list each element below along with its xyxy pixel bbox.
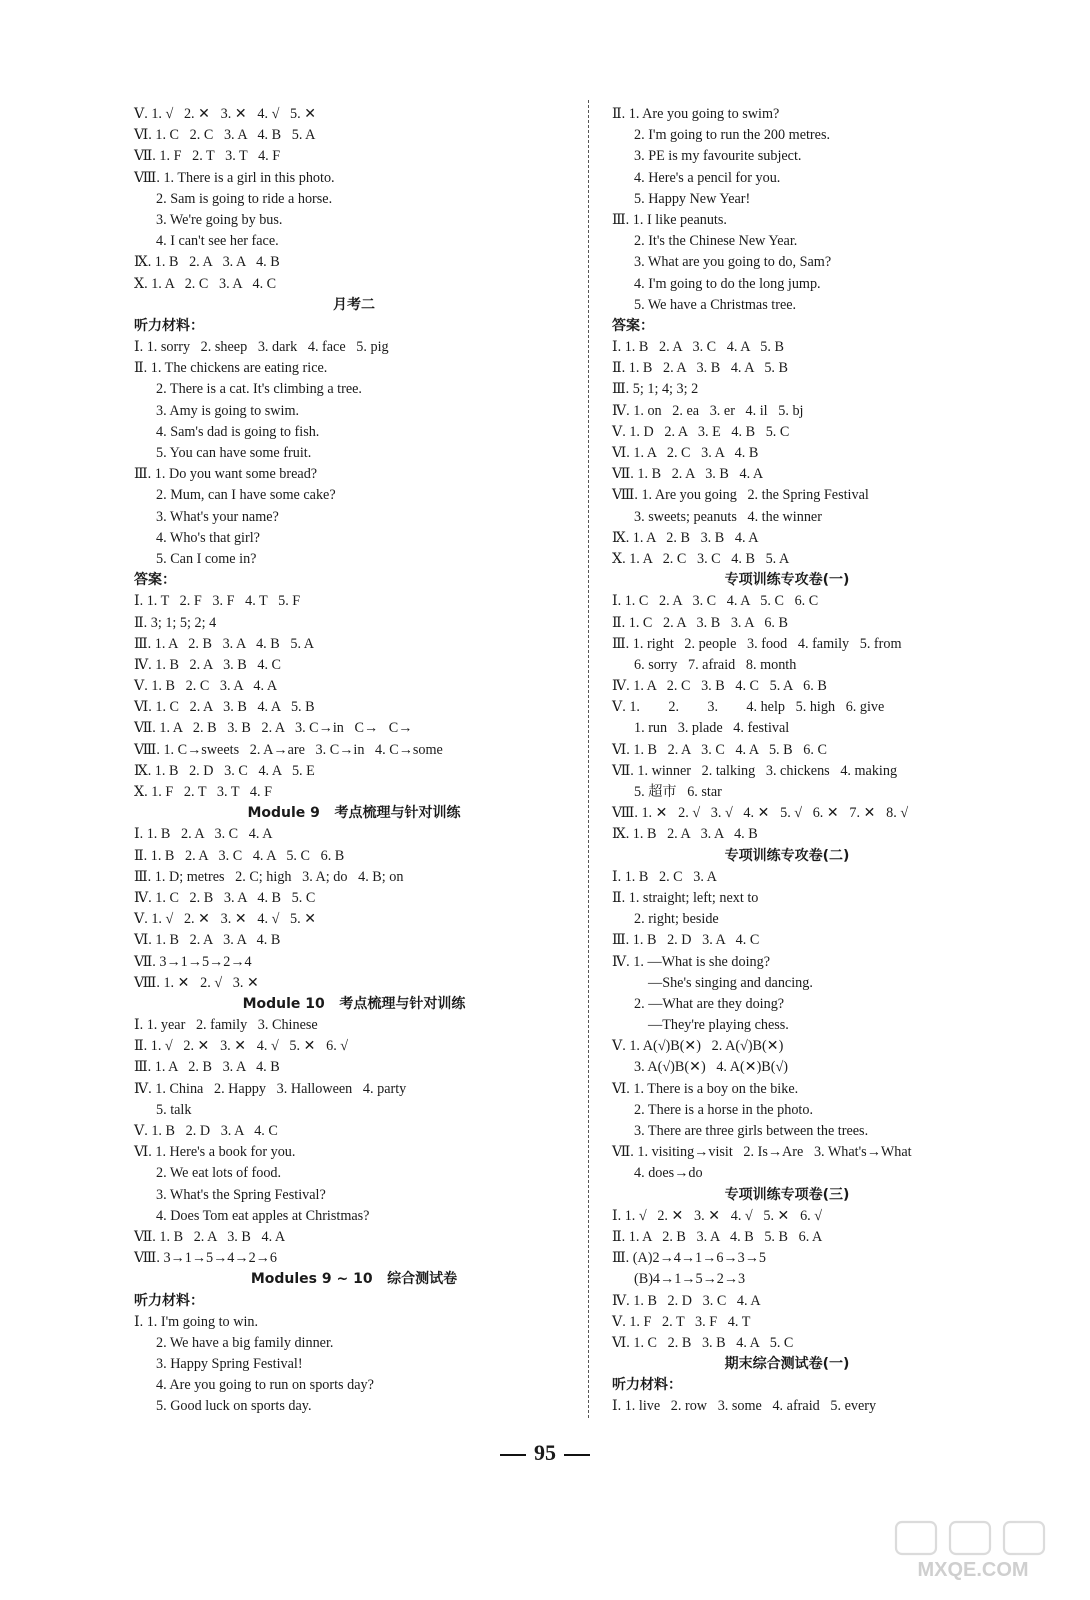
answer-line: Ⅷ. 1. There is a girl in this photo. <box>134 169 335 186</box>
answer-line: Ⅲ. 1. B 2. D 3. A 4. C <box>612 932 760 949</box>
answer-line: Ⅱ. 1. A 2. B 3. A 4. B 5. B 6. A <box>612 1228 823 1245</box>
answer-line: Ⅲ. 1. D; metres 2. C; high 3. A; do 4. B; on <box>134 868 404 885</box>
answer-line: Ⅵ. 1. There is a boy on the bike. <box>612 1080 799 1097</box>
answer-line: Ⅵ. 1. Here's a book for you. <box>134 1144 296 1161</box>
answer-subline: (B)4→1→5→2→3 <box>634 1271 746 1288</box>
answer-line: Ⅵ. 1. C 2. C 3. A 4. B 5. A <box>134 127 316 144</box>
answer-line: Ⅰ. 1. B 2. C 3. A <box>612 868 717 885</box>
answer-line: Ⅴ. 1. F 2. T 3. F 4. T <box>612 1313 751 1330</box>
answer-line: Ⅷ. 1. ✕ 2. √ 3. √ 4. ✕ 5. √ 6. ✕ 7. ✕ 8. √ <box>612 805 909 822</box>
answer-subline: 6. sorry 7. afraid 8. month <box>634 656 797 673</box>
answer-subline: 5. 超市 6. star <box>634 784 722 800</box>
answer-line: Ⅶ. 1. A 2. B 3. B 2. A 3. C→in C→ C→ <box>134 720 413 737</box>
answer-line: Ⅰ. 1. C 2. A 3. C 4. A 5. C 6. C <box>612 593 819 610</box>
dialogue-line: —They're playing chess. <box>648 1017 789 1034</box>
answer-subline: 3. Happy Spring Festival! <box>156 1356 303 1373</box>
section-heading: 专项训练专攻卷(二) <box>724 847 850 864</box>
answer-line: Ⅷ. 1. C→sweets 2. A→are 3. C→in 4. C→some <box>134 741 443 758</box>
answer-line: Ⅱ. 1. B 2. A 3. B 4. A 5. B <box>612 360 788 377</box>
section-label: 答案： <box>612 317 654 334</box>
answer-subline: 5. Good luck on sports day. <box>156 1398 312 1415</box>
section-label: 答案： <box>134 572 176 589</box>
answer-subline: 3. What's the Spring Festival? <box>156 1186 326 1203</box>
answer-subline: 3. We're going by bus. <box>156 211 283 228</box>
section-label: 听力材料： <box>134 1292 204 1309</box>
watermark-text: MXQE.COM <box>917 1559 1029 1581</box>
answer-line: Ⅰ. 1. T 2. F 3. F 4. T 5. F <box>134 593 301 610</box>
answer-line: Ⅸ. 1. B 2. D 3. C 4. A 5. E <box>134 762 315 779</box>
answer-line: Ⅶ. 1. B 2. A 3. B 4. A <box>134 1228 286 1245</box>
answer-subline: 4. I'm going to do the long jump. <box>634 275 821 292</box>
answer-line: Ⅷ. 1. ✕ 2. √ 3. ✕ <box>134 974 259 991</box>
answer-line: Ⅰ. 1. B 2. A 3. C 4. A 5. B <box>612 339 784 356</box>
answer-line: Ⅴ. 1. √ 2. ✕ 3. ✕ 4. √ 5. ✕ <box>134 106 317 122</box>
answer-line: Ⅲ. 1. A 2. B 3. A 4. B <box>134 1059 280 1076</box>
answer-subline: 3. PE is my favourite subject. <box>634 148 802 165</box>
page-number-value: 95 <box>534 1440 556 1465</box>
answer-line: Ⅶ. 1. F 2. T 3. T 4. F <box>134 148 281 165</box>
answer-line: Ⅰ. 1. sorry 2. sheep 3. dark 4. face 5. pig <box>134 339 389 356</box>
answer-line: Ⅶ. 1. winner 2. talking 3. chickens 4. making <box>612 762 898 779</box>
right-column <box>612 104 962 1418</box>
section-heading: 期末综合测试卷(一) <box>724 1356 850 1373</box>
answer-subline: 3. What are you going to do, Sam? <box>634 254 832 271</box>
answer-subline: 2. I'm going to run the 200 metres. <box>634 127 831 144</box>
answer-subline: 4. Does Tom eat apples at Christmas? <box>156 1207 370 1224</box>
section-heading: Module 10 考点梳理与针对训练 <box>242 995 466 1012</box>
answer-line: Ⅴ. 1. A(√)B(✕) 2. A(√)B(✕) <box>612 1038 784 1055</box>
answer-line: Ⅳ. 1. China 2. Happy 3. Halloween 4. party <box>134 1080 407 1097</box>
answer-subline: 2. Mum, can I have some cake? <box>156 487 336 504</box>
answer-subline: 2. We eat lots of food. <box>156 1165 282 1182</box>
answer-line: Ⅶ. 1. B 2. A 3. B 4. A <box>612 466 764 483</box>
section-heading: 专项训练专攻卷(一) <box>724 572 850 589</box>
answer-line: Ⅸ. 1. B 2. A 3. A 4. B <box>612 826 758 843</box>
answer-line: Ⅸ. 1. B 2. A 3. A 4. B <box>134 254 280 271</box>
section-heading: 月考二 <box>333 296 375 313</box>
answer-line: Ⅷ. 1. Are you going 2. the Spring Festival <box>612 487 869 504</box>
answer-subline: 5. talk <box>156 1101 192 1118</box>
answer-line: Ⅰ. 1. live 2. row 3. some 4. afraid 5. every <box>612 1398 877 1415</box>
dialogue-line: —She's singing and dancing. <box>648 974 813 991</box>
page-number-right-dash <box>564 1454 590 1456</box>
page-number <box>0 1440 1090 1466</box>
watermark-logo <box>878 1518 1068 1584</box>
answer-subline: 2. There is a horse in the photo. <box>634 1101 814 1118</box>
answer-line: Ⅹ. 1. A 2. C 3. A 4. C <box>134 275 277 292</box>
answer-subline: 5. Can I come in? <box>156 550 257 567</box>
answer-line: Ⅴ. 1. B 2. C 3. A 4. A <box>134 678 278 695</box>
answer-line: Ⅲ. 1. right 2. people 3. food 4. family 5. from <box>612 635 902 652</box>
answer-line: Ⅳ. 1. A 2. C 3. B 4. C 5. A 6. B <box>612 678 827 695</box>
answer-line: Ⅳ. 1. B 2. D 3. C 4. A <box>612 1292 761 1309</box>
answer-subline: 4. Are you going to run on sports day? <box>156 1377 374 1394</box>
answer-subline: 5. Happy New Year! <box>634 190 751 207</box>
answer-line: Ⅲ. 1. I like peanuts. <box>612 211 727 228</box>
answer-line: Ⅴ. 1. D 2. A 3. E 4. B 5. C <box>612 423 790 440</box>
answer-line: Ⅳ. 1. —What is she doing? <box>612 953 770 970</box>
answer-line: Ⅹ. 1. F 2. T 3. T 4. F <box>134 784 272 800</box>
answer-line: Ⅱ. 1. straight; left; next to <box>612 889 759 906</box>
watermark-graphic <box>878 1518 1068 1584</box>
answer-subline: 4. does→do <box>634 1165 703 1182</box>
answer-line: Ⅶ. 1. visiting→visit 2. Is→Are 3. What's→What <box>612 1144 912 1161</box>
left-column <box>134 104 574 1418</box>
answer-line: Ⅵ. 1. A 2. C 3. A 4. B <box>612 445 759 461</box>
section-heading: Module 9 考点梳理与针对训练 <box>247 805 461 822</box>
answer-subline: 4. Here's a pencil for you. <box>634 169 781 186</box>
answer-subline: 2. It's the Chinese New Year. <box>634 233 798 250</box>
answer-line: Ⅰ. 1. year 2. family 3. Chinese <box>134 1017 318 1034</box>
answer-line: Ⅲ. 1. A 2. B 3. A 4. B 5. A <box>134 635 315 652</box>
answer-line: Ⅳ. 1. B 2. A 3. B 4. C <box>134 656 282 673</box>
answer-subline: 2. —What are they doing? <box>634 995 785 1012</box>
answer-line: Ⅴ. 1. 2. 3. 4. help 5. high 6. give <box>612 699 885 716</box>
answer-subline: 3. A(√)B(✕) 4. A(✕)B(√) <box>634 1059 789 1076</box>
answer-line: Ⅱ. 1. The chickens are eating rice. <box>134 360 328 377</box>
answer-line: Ⅱ. 1. Are you going to swim? <box>612 106 780 122</box>
answer-line: Ⅵ. 1. C 2. B 3. B 4. A 5. C <box>612 1334 794 1351</box>
answer-line: Ⅴ. 1. √ 2. ✕ 3. ✕ 4. √ 5. ✕ <box>134 911 317 928</box>
answer-line: Ⅱ. 1. C 2. A 3. B 3. A 6. B <box>612 614 788 631</box>
answer-line: Ⅳ. 1. C 2. B 3. A 4. B 5. C <box>134 889 316 906</box>
answer-line: Ⅶ. 3→1→5→2→4 <box>134 953 252 970</box>
section-label: 听力材料： <box>134 317 204 334</box>
answer-subline: 3. There are three girls between the trees. <box>634 1123 869 1139</box>
answer-line: Ⅴ. 1. B 2. D 3. A 4. C <box>134 1123 278 1139</box>
page-number-left-dash <box>500 1454 526 1456</box>
answer-line: Ⅹ. 1. A 2. C 3. C 4. B 5. A <box>612 550 790 567</box>
answer-subline: 2. There is a cat. It's climbing a tree. <box>156 381 362 398</box>
answer-subline: 1. run 3. plade 4. festival <box>634 720 790 737</box>
answer-subline: 3. What's your name? <box>156 508 279 525</box>
answer-line: Ⅸ. 1. A 2. B 3. B 4. A <box>612 529 759 546</box>
answer-line: Ⅱ. 1. √ 2. ✕ 3. ✕ 4. √ 5. ✕ 6. √ <box>134 1038 349 1055</box>
answer-subline: 3. sweets; peanuts 4. the winner <box>634 508 822 525</box>
answer-subline: 4. Who's that girl? <box>156 529 260 546</box>
section-heading: 专项训练专项卷(三) <box>724 1186 850 1203</box>
answer-line: Ⅲ. 5; 1; 4; 3; 2 <box>612 381 699 398</box>
answer-subline: 3. Amy is going to swim. <box>156 402 300 419</box>
answer-subline: 4. I can't see her face. <box>156 233 279 250</box>
answer-line: Ⅳ. 1. on 2. ea 3. er 4. il 5. bj <box>612 402 804 419</box>
answer-line: Ⅵ. 1. B 2. A 3. C 4. A 5. B 6. C <box>612 741 827 758</box>
answer-line: Ⅲ. 1. Do you want some bread? <box>134 466 318 483</box>
answer-line: Ⅲ. (A)2→4→1→6→3→5 <box>612 1250 766 1267</box>
answer-line: Ⅵ. 1. C 2. A 3. B 4. A 5. B <box>134 699 315 716</box>
answer-line: Ⅰ. 1. B 2. A 3. C 4. A <box>134 826 273 843</box>
answer-subline: 2. right; beside <box>634 911 719 928</box>
answer-subline: 4. Sam's dad is going to fish. <box>156 423 320 440</box>
column-divider <box>588 100 589 1418</box>
answer-subline: 5. You can have some fruit. <box>156 445 312 461</box>
answer-subline: 2. Sam is going to ride a horse. <box>156 190 333 207</box>
answer-line: Ⅱ. 1. B 2. A 3. C 4. A 5. C 6. B <box>134 847 345 864</box>
answer-line: Ⅷ. 3→1→5→4→2→6 <box>134 1250 277 1267</box>
answer-line: Ⅰ. 1. I'm going to win. <box>134 1313 259 1330</box>
answer-line: Ⅰ. 1. √ 2. ✕ 3. ✕ 4. √ 5. ✕ 6. √ <box>612 1207 823 1224</box>
answer-line: Ⅵ. 1. B 2. A 3. A 4. B <box>134 932 281 949</box>
section-label: 听力材料： <box>612 1377 682 1394</box>
answer-subline: 2. We have a big family dinner. <box>156 1334 334 1351</box>
section-heading: Modules 9 ~ 10 综合测试卷 <box>250 1271 458 1288</box>
answer-line: Ⅱ. 3; 1; 5; 2; 4 <box>134 614 217 631</box>
answer-subline: 5. We have a Christmas tree. <box>634 296 797 313</box>
